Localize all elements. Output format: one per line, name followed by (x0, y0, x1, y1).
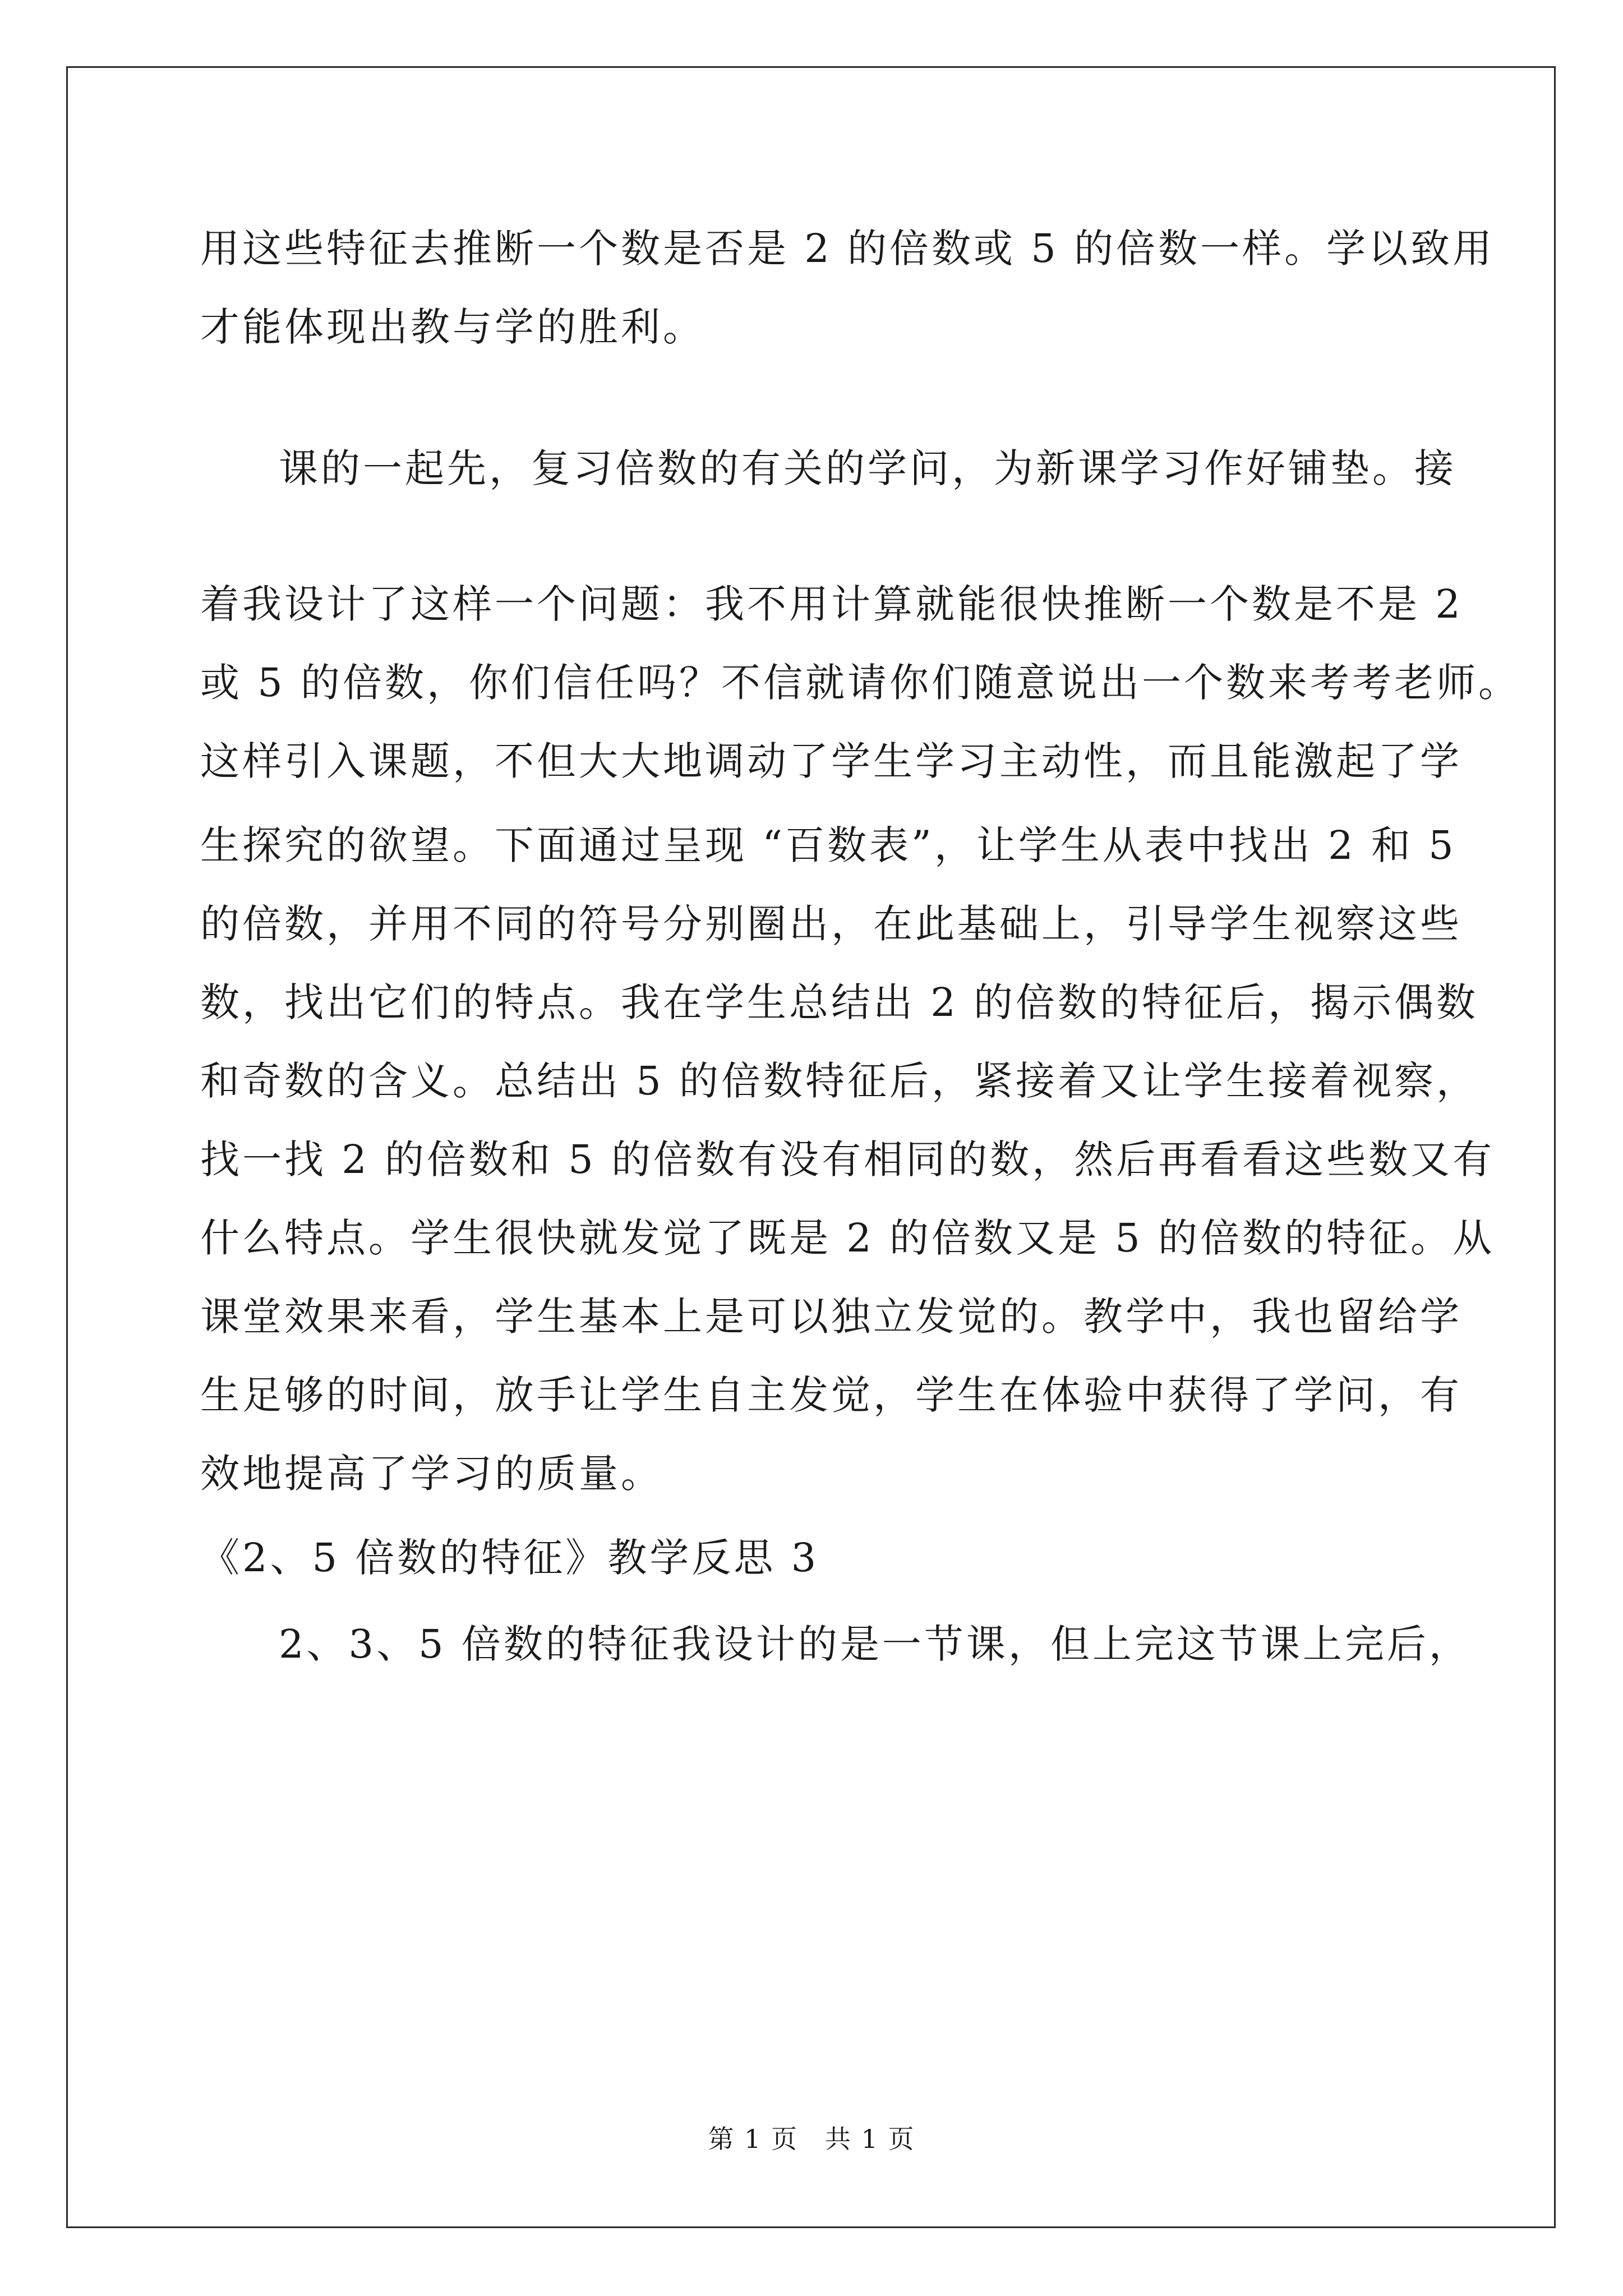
paragraph-line: 效地提高了学习的质量。 (200, 1451, 663, 1497)
paragraph-line: 数，找出它们的特点。我在学生总结出 2 的倍数的特征后，揭示偶数 (200, 979, 1479, 1025)
paragraph-line: 着我设计了这样一个问题：我不用计算就能很快推断一个数是不是 2 (200, 581, 1463, 627)
paragraph-line: 才能体现出教与学的胜利。 (200, 304, 705, 350)
paragraph-line: 生探究的欲望。下面通过呈现 “百数表”，让学生从表中找出 2 和 5 (200, 822, 1456, 868)
paragraph-line: 什么特点。学生很快就发觉了既是 2 的倍数又是 5 的倍数的特征。从 (200, 1215, 1495, 1261)
paragraph-line: 课的一起先，复习倍数的有关的学问，为新课学习作好铺垫。接 (279, 445, 1456, 491)
page-number: 第 1 页 共 1 页 (708, 2124, 915, 2154)
paragraph-line: 这样引入课题，不但大大地调动了学生学习主动性，而且能激起了学 (200, 738, 1462, 784)
paragraph-line: 用这些特征去推断一个数是否是 2 的倍数或 5 的倍数一样。学以致用 (200, 226, 1495, 272)
paragraph-line: 和奇数的含义。总结出 5 的倍数特征后，紧接着又让学生接着视察， (200, 1058, 1479, 1104)
paragraph-line: 课堂效果来看，学生基本上是可以独立发觉的。教学中，我也留给学 (200, 1294, 1462, 1340)
paragraph-line: 生足够的时间，放手让学生自主发觉，学生在体验中获得了学问，有 (200, 1372, 1462, 1418)
section-heading: 《2、5 倍数的特征》教学反思 3 (200, 1535, 819, 1581)
paragraph-line: 的倍数，并用不同的符号分别圈出，在此基础上，引导学生视察这些 (200, 901, 1462, 947)
paragraph-line: 2、3、5 倍数的特征我设计的是一节课，但上完这节课上完后， (279, 1621, 1471, 1667)
paragraph-line: 找一找 2 的倍数和 5 的倍数有没有相同的数，然后再看看这些数又有 (200, 1137, 1495, 1182)
paragraph-line: 或 5 的倍数，你们信任吗？不信就请你们随意说出一个数来考考老师。 (200, 660, 1521, 706)
